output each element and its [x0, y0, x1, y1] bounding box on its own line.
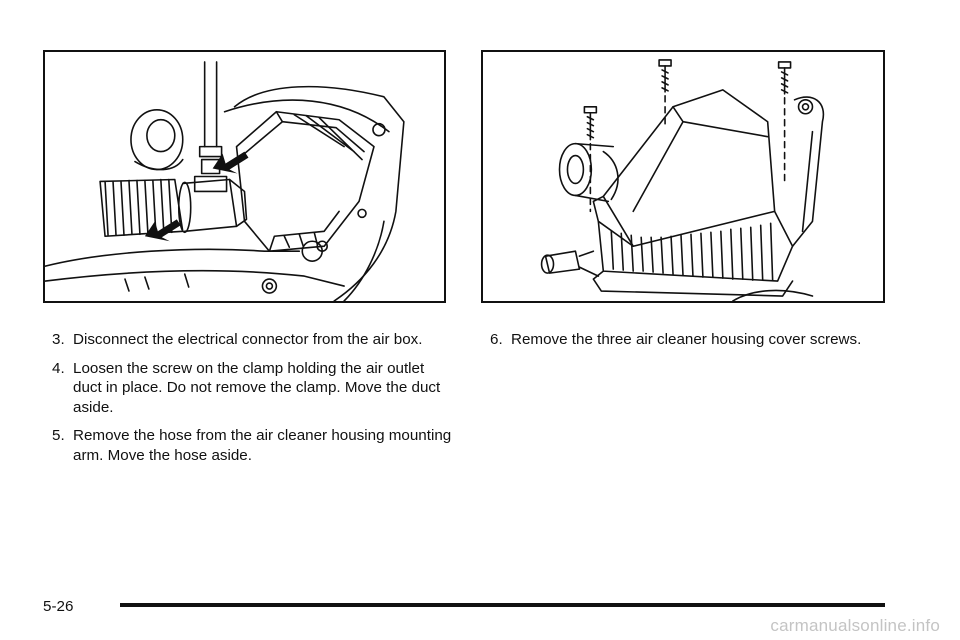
- instruction-column-right: [490, 330, 890, 359]
- step-text: Remove the three air cleaner housing cover screws.: [511, 331, 862, 348]
- step-5: [52, 426, 457, 465]
- step-number: 5.: [52, 427, 65, 444]
- air-cleaner-cover-drawing: [483, 52, 883, 301]
- instruction-column-left: [52, 330, 457, 474]
- page-number: 5-26: [43, 598, 74, 615]
- illustration-air-box-connector: [43, 50, 446, 303]
- footer-rule: [120, 603, 885, 607]
- illustration-air-cleaner-cover-screws: [481, 50, 885, 303]
- step-text: Disconnect the electrical connector from the air box.: [73, 331, 423, 348]
- watermark: carmanualsonline.info: [770, 616, 940, 635]
- step-text: Remove the hose from the air cleaner housing mounting arm. Move the hose aside.: [73, 427, 452, 464]
- air-box-connector-drawing: [45, 52, 444, 301]
- step-4: [52, 359, 457, 418]
- step-6: [490, 330, 890, 350]
- step-number: 6.: [490, 331, 503, 348]
- step-3: [52, 330, 457, 350]
- step-number: 4.: [52, 359, 65, 377]
- step-number: 3.: [52, 331, 65, 348]
- step-text: Loosen the screw on the clamp holding the air outlet duct in place. Do not remove the clamp. Move the duct aside.: [73, 359, 441, 416]
